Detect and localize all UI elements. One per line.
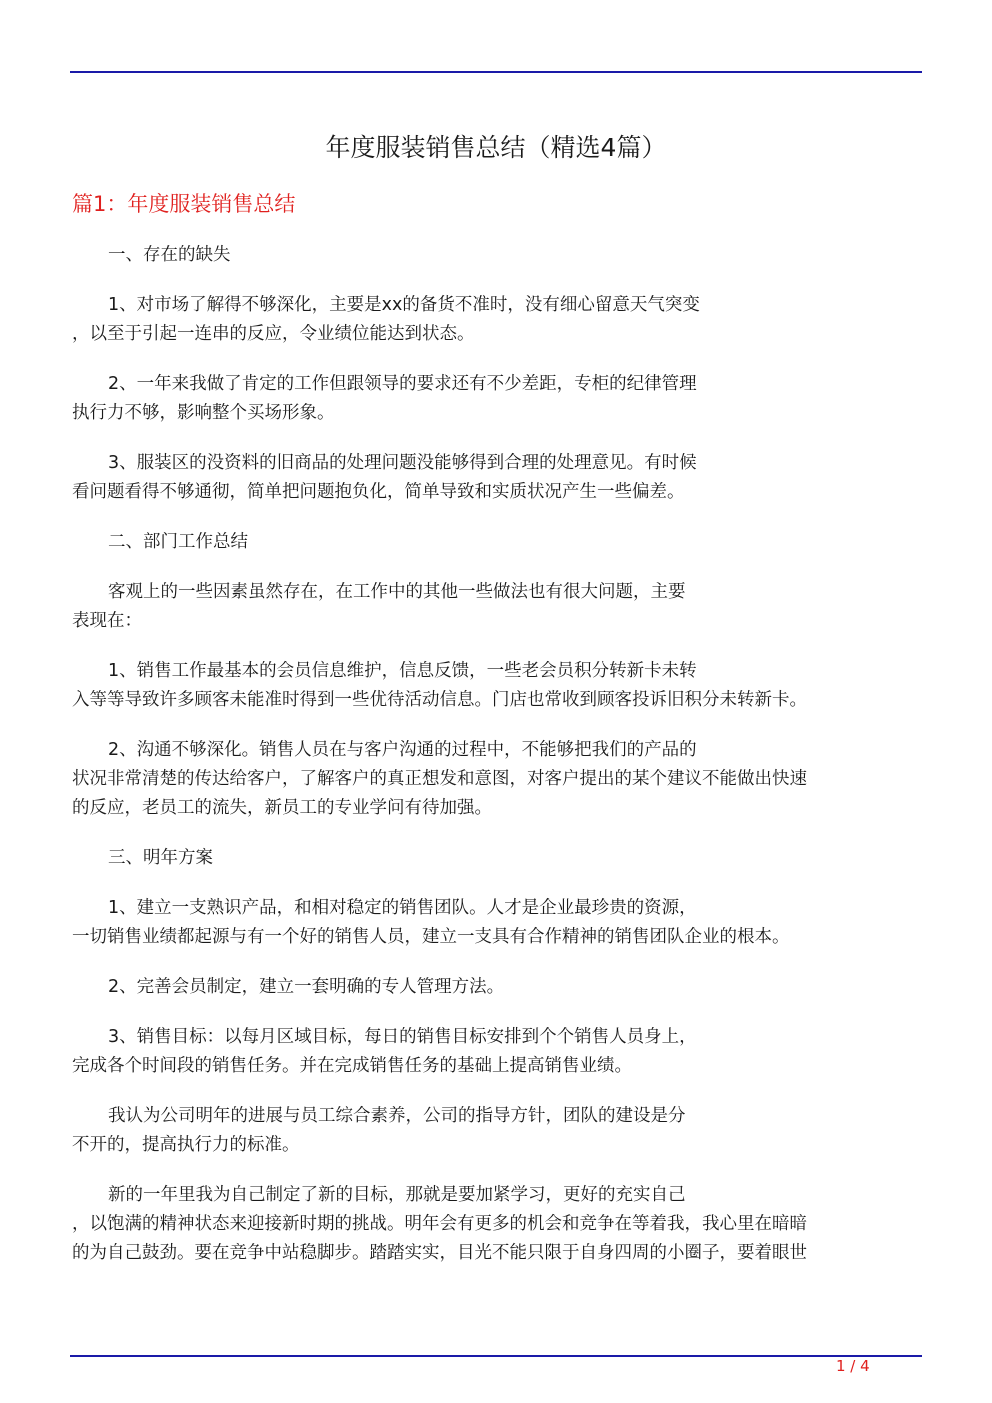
paragraph-line: 新的一年里我为自己制定了新的目标，那就是要加紧学习，更好的充实自己	[108, 1185, 686, 1205]
paragraph-line: 不开的，提高执行力的标准。	[72, 1135, 300, 1155]
paragraph-line: 的反应，老员工的流失，新员工的专业学问有待加强。	[72, 798, 492, 818]
paragraph-line: 完成各个时间段的销售任务。并在完成销售任务的基础上提高销售业绩。	[72, 1056, 632, 1076]
document-title: 年度服装销售总结（精选4篇）	[325, 133, 667, 162]
paragraph-line: 状况非常清楚的传达给客户，了解客户的真正想发和意图，对客户提出的某个建议不能做出快速	[72, 769, 807, 789]
paragraph-line: 表现在：	[72, 611, 142, 631]
paragraph	[72, 736, 932, 823]
paragraph-line: 二、部门工作总结	[108, 532, 248, 552]
paragraph-line: ，以饱满的精神状态来迎接新时期的挑战。明年会有更多的机会和竞争在等着我，我心里在暗暗	[72, 1214, 807, 1234]
paragraph-line: 的为自己鼓劲。要在竞争中站稳脚步。踏踏实实，目光不能只限于自身四周的小圈子，要着眼世	[72, 1243, 807, 1263]
paragraph-line: 执行力不够，影响整个买场形象。	[72, 403, 335, 423]
paragraph-line: 一、存在的缺失	[108, 245, 231, 265]
section-heading: 篇1：年度服装销售总结	[72, 192, 296, 216]
paragraph-line: 一切销售业绩都起源与有一个好的销售人员，建立一支具有合作精神的销售团队企业的根本。	[72, 927, 790, 947]
paragraph-line: 3、服装区的没资料的旧商品的处理问题没能够得到合理的处理意见。有时候	[108, 453, 697, 473]
footer-rule	[70, 1355, 922, 1357]
paragraph	[72, 1023, 932, 1081]
paragraph-line: 2、沟通不够深化。销售人员在与客户沟通的过程中，不能够把我们的产品的	[108, 740, 697, 760]
paragraph-line: 我认为公司明年的进展与员工综合素养，公司的指导方针，团队的建设是分	[108, 1106, 686, 1126]
paragraph	[72, 1102, 932, 1160]
paragraph-line: ，以至于引起一连串的反应，令业绩位能达到状态。	[72, 324, 475, 344]
paragraph-line: 入等等导致许多顾客未能准时得到一些优待活动信息。门店也常收到顾客投诉旧积分未转新卡。	[72, 690, 807, 710]
paragraph-line: 3、销售目标：以每月区域目标，每日的销售目标安排到个个销售人员身上，	[108, 1027, 697, 1047]
paragraph	[72, 894, 932, 952]
paragraph	[72, 291, 932, 349]
paragraph-line: 三、明年方案	[108, 848, 213, 868]
paragraph-line: 2、完善会员制定，建立一套明确的专人管理方法。	[108, 977, 505, 997]
paragraph	[72, 657, 932, 715]
document-body	[72, 241, 932, 1289]
paragraph-line: 1、建立一支熟识产品，和相对稳定的销售团队。人才是企业最珍贵的资源，	[108, 898, 697, 918]
paragraph-line: 客观上的一些因素虽然存在，在工作中的其他一些做法也有很大问题，主要	[108, 582, 686, 602]
paragraph	[72, 844, 932, 873]
paragraph-line: 看问题看得不够通彻，简单把问题抱负化，简单导致和实质状况产生一些偏差。	[72, 482, 685, 502]
paragraph	[72, 370, 932, 428]
paragraph-line: 1、销售工作最基本的会员信息维护，信息反馈，一些老会员积分转新卡未转	[108, 661, 697, 681]
paragraph	[72, 1181, 932, 1268]
paragraph	[72, 973, 932, 1002]
paragraph-line: 1、对市场了解得不够深化，主要是xx的备货不准时，没有细心留意天气突变	[108, 295, 700, 315]
paragraph	[72, 241, 932, 270]
paragraph	[72, 528, 932, 557]
paragraph	[72, 449, 932, 507]
paragraph-line: 2、一年来我做了肯定的工作但跟领导的要求还有不少差距，专柜的纪律管理	[108, 374, 697, 394]
header-rule	[70, 71, 922, 73]
page-number: 1 / 4	[836, 1357, 870, 1375]
paragraph	[72, 578, 932, 636]
